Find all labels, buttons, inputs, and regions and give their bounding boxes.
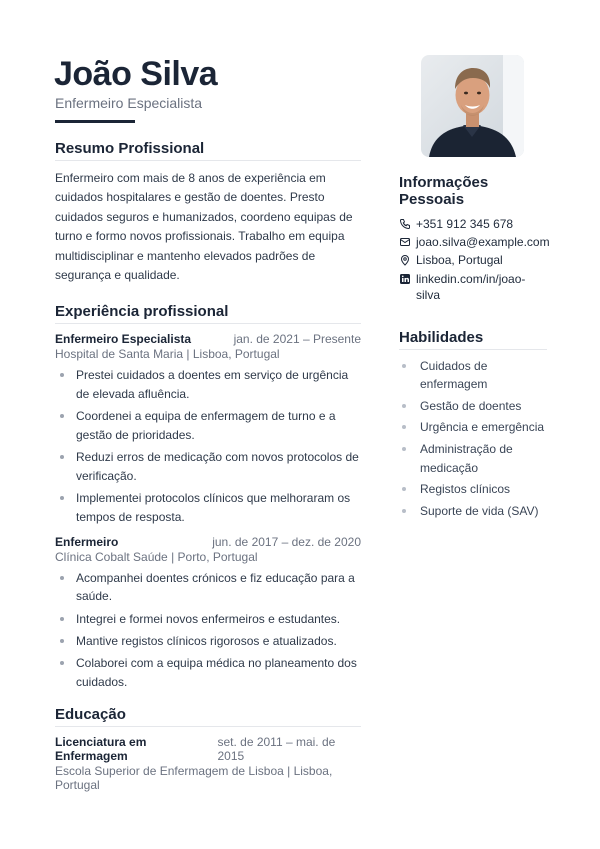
bullet-text: Reduzi erros de medicação com novos protocolos de verificação. — [76, 450, 359, 483]
list-item — [399, 397, 547, 416]
contact-linkedin — [399, 271, 547, 303]
job-title: Enfermeiro — [55, 534, 119, 549]
list-item — [399, 440, 520, 477]
bullet-text: Coordenei a equipa de enfermagem de turno e a gestão de prioridades. — [76, 409, 336, 443]
degree-title: Licenciatura em Enfermagem — [55, 734, 147, 763]
skill-text: Suporte de vida (SAV) — [420, 503, 539, 518]
skill-text: Cuidados de enfermagem — [420, 358, 488, 392]
list-item — [55, 610, 361, 629]
job-bullets — [55, 569, 361, 692]
job-dates: jan. de 2021 – Presente — [233, 332, 361, 347]
skill-text: Urgência e emergência — [420, 420, 545, 435]
bullet-text: Colaborei com a equipa médica no planeamento dos cuidados. — [76, 656, 357, 689]
bullet-icon — [60, 617, 64, 621]
job-entry — [55, 535, 361, 692]
profile-photo — [421, 55, 524, 157]
bullet-icon — [60, 414, 64, 418]
job-bullets — [55, 366, 361, 526]
linkedin-icon — [399, 273, 411, 285]
bullet-icon — [402, 404, 406, 408]
bullet-icon — [402, 425, 406, 429]
skills-heading: Habilidades — [399, 329, 547, 350]
education-dates: set. de 2011 – mai. de 2015 — [217, 734, 336, 763]
skill-text: Registos clínicos — [420, 482, 511, 497]
side-column — [399, 174, 550, 523]
bullet-icon — [60, 639, 64, 643]
list-item — [399, 418, 547, 437]
contact-email — [399, 234, 550, 250]
summary-section — [55, 140, 361, 285]
name-underline — [55, 120, 135, 123]
education-section — [55, 706, 361, 792]
list-item — [55, 366, 361, 403]
skills-list — [399, 357, 547, 521]
experience-section — [55, 303, 361, 691]
phone-text: +351 912 345 678 — [416, 217, 514, 231]
experience-heading: Experiência profissional — [55, 303, 361, 324]
bullet-icon — [60, 373, 64, 377]
bullet-text: Implementei protocolos clínicos que melhoraram os tempos de resposta. — [76, 491, 351, 524]
list-item — [55, 654, 361, 691]
job-title: Enfermeiro Especialista — [55, 332, 192, 347]
bullet-icon — [60, 455, 64, 459]
summary-heading: Resumo Profissional — [55, 140, 361, 161]
job-dates: jun. de 2017 – dez. de 2020 — [212, 534, 361, 549]
list-item — [399, 357, 510, 394]
bullet-text: Integrei e formei novos enfermeiros e estudantes. — [76, 611, 341, 626]
education-school: Escola Superior de Enfermagem de Lisboa | Lisboa, Portugal — [55, 763, 333, 792]
email-text[interactable]: joao.silva@example.com — [416, 235, 550, 250]
bullet-icon — [402, 447, 406, 451]
personal-info-heading: Informações Pessoais — [399, 174, 489, 208]
job-employer: Clínica Cobalt Saúde | Porto, Portugal — [55, 549, 258, 564]
skill-text: Gestão de doentes — [420, 398, 522, 413]
linkedin-text[interactable]: linkedin.com/in/joao-silva — [416, 271, 526, 302]
list-item — [55, 489, 361, 526]
contact-list — [399, 216, 550, 303]
phone-icon — [399, 218, 411, 230]
job-entry — [55, 332, 361, 526]
location-pin-icon — [399, 254, 411, 266]
list-item — [55, 569, 361, 606]
bullet-text: Mantive registos clínicos rigorosos e atualizados. — [76, 633, 337, 648]
main-column — [55, 140, 361, 792]
summary-text: Enfermeiro com mais de 8 anos de experiência em cuidados hospitalares e gestão de doentes. Presto cuidados seguros e humanizados, coordeno equipas de turno e formo novos profissionais. Trabalho em equipa multidisciplinar e mantenho elevados padrões de segurança e qualidade. — [55, 171, 353, 283]
list-item — [399, 480, 547, 499]
list-item — [55, 448, 361, 485]
candidate-name: João Silva — [54, 55, 218, 93]
contact-location — [399, 252, 547, 268]
bullet-icon — [402, 509, 406, 513]
envelope-icon — [399, 236, 411, 248]
list-item — [399, 502, 547, 521]
skill-text: Administração de medicação — [420, 441, 513, 475]
education-heading: Educação — [55, 706, 361, 727]
list-item — [55, 632, 361, 651]
list-item — [55, 407, 361, 444]
bullet-text: Prestei cuidados a doentes em serviço de urgência de elevada afluência. — [76, 368, 349, 402]
candidate-role: Enfermeiro Especialista — [55, 95, 203, 111]
bullet-icon — [402, 487, 406, 491]
bullet-icon — [402, 364, 406, 368]
contact-phone — [399, 216, 547, 232]
bullet-icon — [60, 661, 64, 665]
location-text: Lisboa, Portugal — [416, 253, 503, 268]
bullet-text: Acompanhei doentes crónicos e fiz educação para a saúde. — [76, 570, 355, 604]
job-employer: Hospital de Santa Maria | Lisboa, Portugal — [55, 347, 280, 362]
bullet-icon — [60, 496, 64, 500]
bullet-icon — [60, 576, 64, 580]
